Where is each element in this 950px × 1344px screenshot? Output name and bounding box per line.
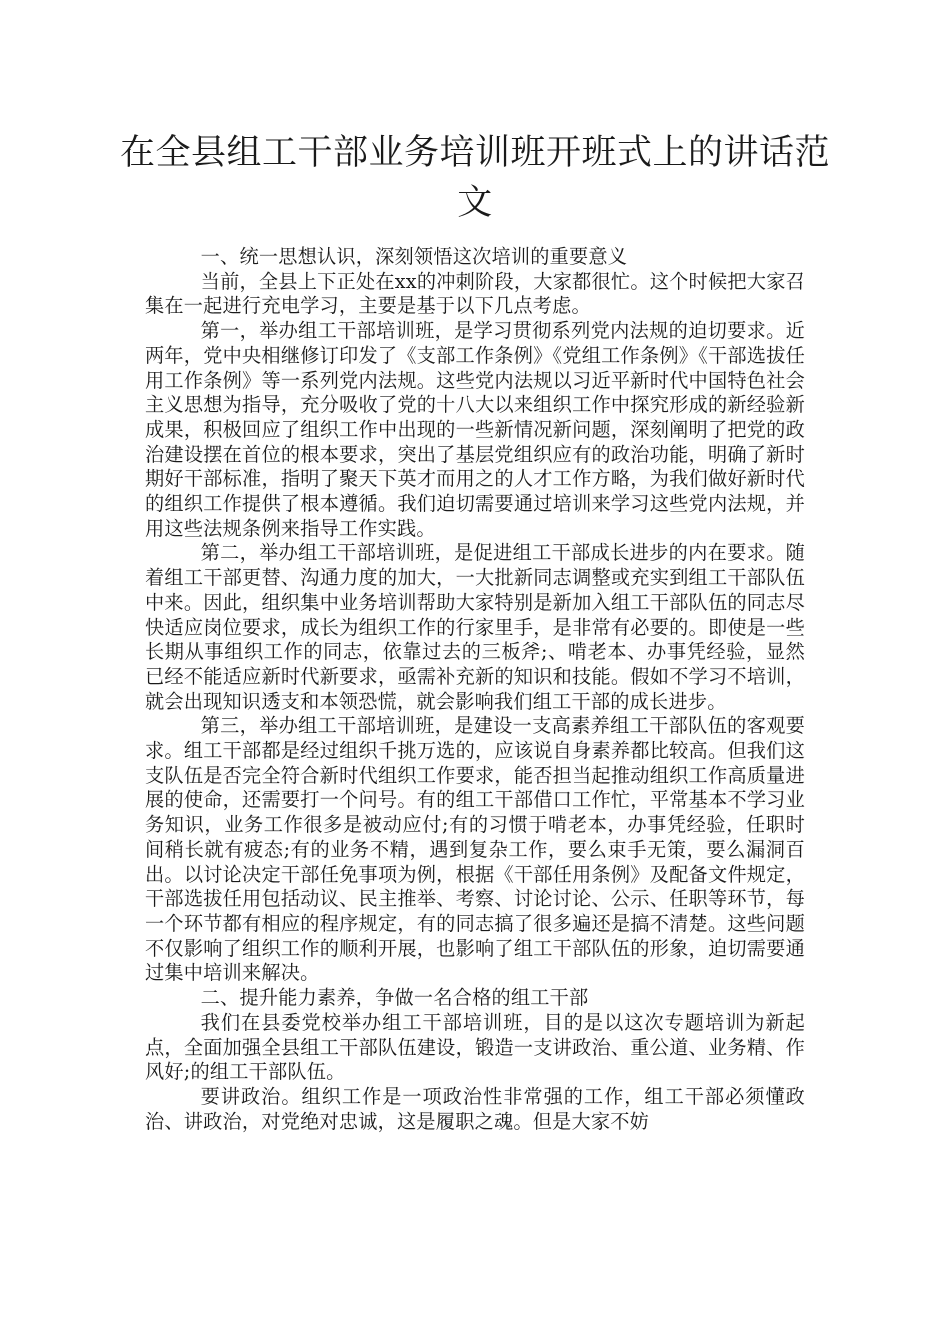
- body-paragraph: 要讲政治。组织工作是一项政治性非常强的工作，组工干部必须懂政治、讲政治，对党绝对忠诚，这是履职之魂。但是大家不妨: [145, 1084, 805, 1133]
- body-paragraph: 当前，全县上下正处在xx的冲刺阶段，大家都很忙。这个时候把大家召集在一起进行充电学习，主要是基于以下几点考虑。: [145, 269, 805, 318]
- body-paragraph: 第一，举办组工干部培训班，是学习贯彻系列党内法规的迫切要求。近两年，党中央相继修订印发了《支部工作条例》《党组工作条例》《干部选拔任用工作条例》等一系列党内法规。这些党内法规以习近平新时代中国特色社会主义思想为指导，充分吸收了党的十八大以来组织工作中探究形成的新经验新成果，积极回应了组织工作中出现的一些新情况新问题，深刻阐明了把党的政治建设摆在首位的根本要求，突出了基层党组织应有的政治功能，明确了新时期好干部标准，指明了聚天下英才而用之的人才工作方略，为我们做好新时代的组织工作提供了根本遵循。我们迫切需要通过培训来学习这些党内法规，并用这些法规条例来指导工作实践。: [145, 319, 805, 540]
- section-heading-1: 一、统一思想认识，深刻领悟这次培训的重要意义: [200, 245, 628, 268]
- document-title: 在全县组工干部业务培训班开班式上的讲话范文: [120, 133, 831, 223]
- document-body: [145, 245, 805, 1134]
- body-paragraph: 第二，举办组工干部培训班，是促进组工干部成长进步的内在要求。随着组工干部更替、沟通力度的加大，一大批新同志调整或充实到组工干部队伍中来。因此，组织集中业务培训帮助大家特别是新加入组工干部队伍的同志尽快适应岗位要求，成长为组织工作的行家里手，是非常有必要的。即使是一些长期从事组织工作的同志，依靠过去的三板斧;、啃老本、办事凭经验，显然已经不能适应新时代新要求，亟需补充新的知识和技能。假如不学习不培训，就会出现知识透支和本领恐慌，就会影响我们组工干部的成长进步。: [145, 541, 805, 713]
- body-paragraph: 我们在县委党校举办组工干部培训班，目的是以这次专题培训为新起点，全面加强全县组工干部队伍建设，锻造一支讲政治、重公道、业务精、作风好;的组工干部队伍。: [145, 1010, 805, 1084]
- body-paragraph: 第三，举办组工干部培训班，是建设一支高素养组工干部队伍的客观要求。组工干部都是经过组织千挑万选的，应该说自身素养都比较高。但我们这支队伍是否完全符合新时代组织工作要求，能否担当起推动组织工作高质量进展的使命，还需要打一个问号。有的组工干部借口工作忙，平常基本不学习业务知识，业务工作很多是被动应付;有的习惯于啃老本，办事凭经验，任职时间稍长就有疲态;有的业务不精，遇到复杂工作，要么束手无策，要么漏洞百出。以讨论决定干部任免事项为例，根据《干部任用条例》及配备文件规定，干部选拔任用包括动议、民主推举、考察、讨论讨论、公示、任职等环节，每一个环节都有相应的程序规定，有的同志搞了很多遍还是搞不清楚。这些问题不仅影响了组织工作的顺利开展，也影响了组工干部队伍的形象，迫切需要通过集中培训来解决。: [145, 714, 805, 985]
- section-heading-2: 二、提升能力素养，争做一名合格的组工干部: [200, 986, 589, 1010]
